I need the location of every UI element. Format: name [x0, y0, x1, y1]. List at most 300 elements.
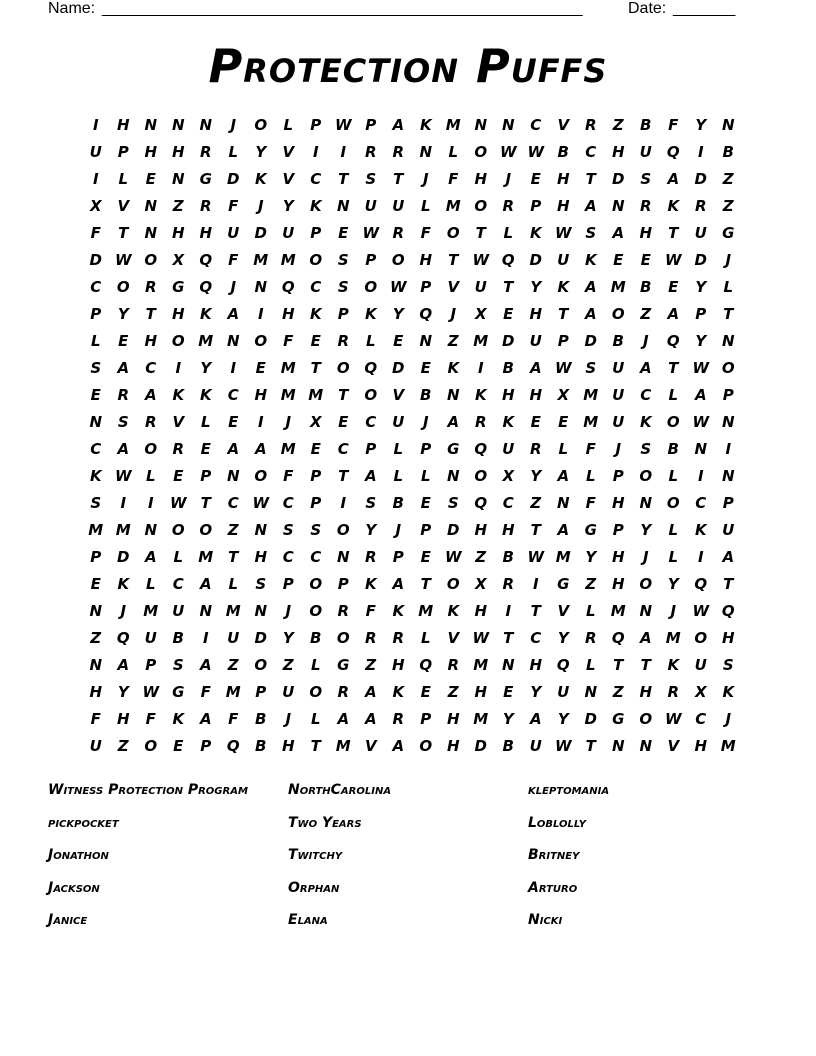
grid-letter: W	[169, 494, 187, 512]
grid-letter: Y	[282, 629, 294, 647]
grid-letter: J	[422, 413, 429, 431]
grid-letter: J	[422, 170, 429, 188]
grid-letter: Z	[530, 494, 542, 512]
grid-letter: I	[175, 359, 182, 377]
grid-letter: N	[89, 602, 103, 620]
grid-letter: S	[310, 521, 322, 539]
grid-letter: E	[640, 251, 651, 269]
grid-letter: R	[337, 602, 350, 620]
grid-letter: T	[310, 359, 321, 377]
grid-letter: X	[557, 386, 570, 404]
grid-letter: C	[310, 278, 322, 296]
grid-letter: P	[420, 710, 432, 728]
grid-letter: K	[474, 386, 487, 404]
grid-letter: K	[364, 305, 377, 323]
grid-letter: A	[392, 737, 405, 755]
grid-letter: A	[639, 629, 652, 647]
grid-letter: A	[612, 224, 625, 242]
grid-letter: E	[200, 440, 211, 458]
grid-letter: T	[668, 224, 679, 242]
grid-letter: H	[721, 629, 735, 647]
grid-letter: O	[144, 251, 158, 269]
grid-letter: T	[118, 224, 129, 242]
grid-letter: M	[143, 602, 159, 620]
grid-letter: C	[585, 143, 597, 161]
grid-letter: H	[89, 683, 103, 701]
grid-letter: Y	[530, 278, 542, 296]
word-bank-item: Janice	[48, 912, 88, 928]
grid-letter: A	[199, 575, 212, 593]
grid-letter: A	[364, 710, 377, 728]
grid-letter: F	[420, 224, 431, 242]
grid-letter: J	[230, 116, 237, 134]
grid-letter: O	[419, 737, 433, 755]
grid-letter: M	[555, 548, 571, 566]
grid-letter: S	[337, 278, 349, 296]
grid-letter: B	[502, 548, 514, 566]
grid-letter: N	[254, 602, 268, 620]
grid-letter: I	[230, 359, 237, 377]
grid-letter: R	[474, 413, 487, 431]
grid-letter: A	[557, 521, 570, 539]
grid-letter: M	[583, 413, 599, 431]
grid-letter: L	[585, 602, 596, 620]
grid-letter: B	[502, 737, 514, 755]
grid-letter: Q	[474, 494, 488, 512]
grid-letter: C	[90, 278, 102, 296]
grid-letter: F	[365, 602, 376, 620]
grid-letter: I	[120, 494, 127, 512]
grid-letter: T	[668, 359, 679, 377]
grid-letter: K	[667, 197, 680, 215]
grid-letter: X	[694, 683, 707, 701]
grid-letter: U	[392, 197, 405, 215]
word-bank-item: Orphan	[288, 879, 340, 896]
grid-letter: Z	[612, 116, 624, 134]
grid-letter: N	[639, 494, 653, 512]
grid-letter: F	[145, 710, 156, 728]
grid-letter: H	[611, 575, 625, 593]
grid-letter: K	[529, 224, 542, 242]
grid-letter: Q	[199, 278, 213, 296]
grid-letter: N	[144, 224, 158, 242]
grid-letter: L	[283, 116, 294, 134]
grid-letter: T	[640, 656, 651, 674]
grid-letter: N	[419, 143, 433, 161]
grid-letter: R	[447, 656, 460, 674]
grid-letter: O	[336, 629, 350, 647]
grid-letter: Y	[530, 683, 542, 701]
grid-letter: R	[337, 683, 350, 701]
grid-letter: K	[392, 683, 405, 701]
grid-letter: T	[723, 575, 734, 593]
grid-letter: Z	[172, 197, 184, 215]
grid-letter: N	[501, 116, 515, 134]
grid-row	[82, 571, 742, 598]
grid-letter: I	[202, 629, 209, 647]
grid-letter: A	[117, 440, 130, 458]
grid-letter: M	[253, 251, 269, 269]
grid-letter: A	[199, 656, 212, 674]
grid-letter: N	[584, 683, 598, 701]
grid-letter: O	[474, 197, 488, 215]
grid-letter: L	[90, 332, 101, 350]
grid-letter: Q	[199, 251, 213, 269]
grid-row	[82, 328, 742, 355]
grid-letter: Q	[474, 440, 488, 458]
grid-letter: E	[310, 440, 321, 458]
grid-letter: O	[639, 710, 653, 728]
grid-letter: N	[226, 467, 240, 485]
grid-letter: J	[395, 521, 402, 539]
grid-letter: O	[364, 278, 378, 296]
grid-letter: H	[556, 197, 570, 215]
grid-letter: E	[173, 737, 184, 755]
grid-letter: T	[145, 305, 156, 323]
grid-letter: W	[334, 116, 352, 134]
grid-letter: X	[474, 575, 487, 593]
grid-letter: W	[554, 224, 572, 242]
grid-letter: F	[200, 683, 211, 701]
grid-letter: Y	[117, 305, 129, 323]
grid-letter: S	[585, 224, 597, 242]
grid-letter: P	[420, 440, 432, 458]
grid-letter: A	[227, 305, 240, 323]
grid-letter: A	[694, 386, 707, 404]
grid-letter: Q	[721, 602, 735, 620]
grid-letter: L	[503, 224, 514, 242]
grid-letter: J	[120, 602, 127, 620]
grid-letter: R	[364, 548, 377, 566]
grid-letter: N	[144, 116, 158, 134]
grid-letter: E	[420, 359, 431, 377]
grid-letter: P	[310, 494, 322, 512]
grid-letter: K	[172, 710, 185, 728]
grid-letter: A	[117, 656, 130, 674]
grid-letter: D	[117, 548, 130, 566]
grid-row	[82, 706, 742, 733]
grid-row	[82, 382, 742, 409]
grid-letter: O	[254, 116, 268, 134]
grid-letter: Y	[557, 629, 569, 647]
grid-letter: T	[475, 224, 486, 242]
grid-letter: Q	[694, 575, 708, 593]
grid-letter: U	[722, 521, 735, 539]
grid-letter: R	[392, 629, 405, 647]
grid-row	[82, 463, 742, 490]
grid-letter: M	[280, 386, 296, 404]
word-bank-item: Nicki	[528, 912, 563, 928]
grid-letter: H	[171, 143, 185, 161]
grid-letter: R	[199, 197, 212, 215]
grid-letter: V	[117, 197, 130, 215]
grid-letter: P	[337, 305, 349, 323]
grid-row	[82, 166, 742, 193]
grid-letter: N	[694, 440, 708, 458]
grid-letter: Y	[667, 575, 679, 593]
grid-letter: K	[447, 359, 460, 377]
grid-letter: G	[172, 278, 185, 296]
grid-letter: O	[666, 494, 680, 512]
grid-letter: N	[721, 332, 735, 350]
grid-letter: E	[558, 413, 569, 431]
grid-letter: O	[254, 656, 268, 674]
grid-letter: Q	[419, 656, 433, 674]
grid-letter: K	[172, 386, 185, 404]
grid-letter: N	[226, 332, 240, 350]
grid-letter: L	[668, 521, 679, 539]
grid-letter: W	[472, 629, 490, 647]
grid-letter: W	[664, 710, 682, 728]
grid-letter: Z	[722, 197, 734, 215]
grid-letter: N	[556, 494, 570, 512]
word-bank-item: Jackson	[48, 879, 100, 896]
grid-letter: B	[420, 386, 432, 404]
grid-letter: P	[145, 656, 157, 674]
grid-letter: H	[694, 737, 708, 755]
grid-letter: M	[225, 683, 241, 701]
grid-letter: O	[391, 251, 405, 269]
grid-letter: F	[90, 710, 101, 728]
grid-letter: L	[393, 467, 404, 485]
grid-letter: H	[474, 170, 488, 188]
grid-letter: N	[254, 521, 268, 539]
grid-letter: Q	[666, 332, 680, 350]
grid-letter: I	[697, 143, 704, 161]
grid-letter: E	[420, 683, 431, 701]
grid-letter: H	[446, 737, 460, 755]
grid-letter: V	[447, 278, 460, 296]
grid-letter: V	[557, 602, 570, 620]
grid-letter: D	[447, 521, 460, 539]
grid-letter: U	[89, 737, 102, 755]
grid-letter: Z	[90, 629, 102, 647]
grid-letter: C	[90, 440, 102, 458]
grid-letter: R	[392, 143, 405, 161]
grid-letter: Y	[200, 359, 212, 377]
grid-letter: S	[447, 494, 459, 512]
grid-letter: W	[692, 602, 710, 620]
grid-letter: H	[391, 656, 405, 674]
grid-letter: O	[171, 521, 185, 539]
grid-letter: O	[254, 332, 268, 350]
grid-letter: C	[365, 413, 377, 431]
grid-letter: W	[472, 251, 490, 269]
grid-row	[82, 247, 742, 274]
grid-letter: Q	[226, 737, 240, 755]
grid-letter: N	[336, 197, 350, 215]
grid-letter: K	[309, 197, 322, 215]
grid-letter: C	[695, 710, 707, 728]
grid-letter: O	[694, 629, 708, 647]
grid-letter: U	[612, 413, 625, 431]
grid-letter: P	[337, 575, 349, 593]
grid-letter: M	[610, 602, 626, 620]
grid-letter: R	[392, 224, 405, 242]
grid-letter: M	[198, 548, 214, 566]
grid-letter: O	[254, 467, 268, 485]
grid-letter: L	[118, 170, 129, 188]
grid-letter: C	[530, 629, 542, 647]
grid-letter: V	[172, 413, 185, 431]
grid-letter: D	[694, 251, 707, 269]
grid-letter: A	[199, 710, 212, 728]
grid-letter: A	[447, 413, 460, 431]
grid-letter: Y	[695, 116, 707, 134]
grid-letter: Y	[695, 278, 707, 296]
grid-letter: J	[257, 197, 264, 215]
grid-letter: H	[501, 386, 515, 404]
grid-letter: P	[695, 305, 707, 323]
grid-letter: R	[172, 440, 185, 458]
grid-letter: H	[144, 143, 158, 161]
grid-letter: E	[503, 683, 514, 701]
grid-letter: O	[171, 332, 185, 350]
grid-letter: N	[611, 197, 625, 215]
grid-letter: E	[255, 359, 266, 377]
grid-letter: P	[722, 494, 734, 512]
grid-letter: P	[90, 548, 102, 566]
word-bank-item: NorthCarolina	[288, 782, 392, 798]
grid-letter: H	[639, 683, 653, 701]
grid-letter: R	[392, 710, 405, 728]
grid-letter: J	[642, 332, 649, 350]
grid-letter: R	[144, 278, 157, 296]
grid-letter: H	[529, 386, 543, 404]
grid-letter: A	[667, 170, 680, 188]
grid-letter: K	[557, 278, 570, 296]
grid-letter: T	[338, 386, 349, 404]
grid-letter: N	[144, 521, 158, 539]
grid-letter: K	[117, 575, 130, 593]
grid-letter: H	[556, 170, 570, 188]
grid-letter: T	[310, 737, 321, 755]
grid-letter: E	[90, 386, 101, 404]
grid-letter: B	[255, 710, 267, 728]
grid-letter: U	[557, 251, 570, 269]
grid-letter: H	[144, 332, 158, 350]
word-bank-item: Jonathon	[48, 847, 109, 863]
grid-letter: W	[527, 143, 545, 161]
grid-letter: K	[667, 656, 680, 674]
grid-letter: G	[722, 224, 735, 242]
grid-letter: R	[584, 116, 597, 134]
grid-letter: L	[668, 386, 679, 404]
grid-letter: C	[145, 359, 157, 377]
grid-letter: L	[173, 548, 184, 566]
grid-letter: E	[613, 251, 624, 269]
grid-letter: O	[639, 467, 653, 485]
grid-letter: I	[725, 440, 732, 458]
grid-letter: R	[502, 197, 515, 215]
grid-letter: P	[200, 467, 212, 485]
grid-row	[82, 139, 742, 166]
grid-letter: H	[611, 143, 625, 161]
grid-letter: M	[335, 737, 351, 755]
grid-letter: R	[117, 386, 130, 404]
grid-letter: A	[117, 359, 130, 377]
grid-row	[82, 544, 742, 571]
grid-letter: K	[364, 575, 377, 593]
grid-letter: A	[722, 548, 735, 566]
grid-letter: J	[285, 710, 292, 728]
grid-letter: U	[172, 602, 185, 620]
grid-letter: L	[448, 143, 459, 161]
grid-letter: T	[200, 494, 211, 512]
grid-letter: N	[89, 413, 103, 431]
grid-letter: K	[309, 305, 322, 323]
grid-letter: H	[116, 710, 130, 728]
grid-letter: D	[227, 170, 240, 188]
grid-letter: E	[310, 332, 321, 350]
grid-letter: J	[725, 710, 732, 728]
grid-letter: J	[725, 251, 732, 269]
grid-letter: W	[692, 413, 710, 431]
grid-letter: R	[502, 575, 515, 593]
grid-letter: N	[639, 602, 653, 620]
grid-letter: U	[612, 386, 625, 404]
grid-letter: A	[254, 440, 267, 458]
grid-letter: U	[529, 737, 542, 755]
grid-letter: D	[529, 251, 542, 269]
word-bank-item: Witness Protection Program	[48, 782, 248, 798]
grid-letter: T	[448, 251, 459, 269]
grid-letter: A	[667, 305, 680, 323]
grid-letter: A	[584, 305, 597, 323]
grid-letter: K	[254, 170, 267, 188]
grid-letter: Q	[419, 305, 433, 323]
grid-letter: C	[695, 494, 707, 512]
grid-letter: O	[364, 386, 378, 404]
grid-row	[82, 193, 742, 220]
grid-letter: N	[171, 170, 185, 188]
grid-letter: G	[447, 440, 460, 458]
grid-letter: P	[530, 197, 542, 215]
grid-letter: P	[365, 251, 377, 269]
grid-row	[82, 355, 742, 382]
grid-letter: P	[420, 278, 432, 296]
grid-letter: Z	[227, 521, 239, 539]
grid-letter: K	[392, 602, 405, 620]
grid-letter: L	[420, 629, 431, 647]
grid-letter: A	[392, 116, 405, 134]
grid-letter: P	[365, 116, 377, 134]
date-blank-line: _______	[673, 0, 736, 17]
grid-letter: C	[282, 548, 294, 566]
grid-letter: W	[664, 251, 682, 269]
grid-letter: Z	[447, 332, 459, 350]
grid-letter: C	[502, 494, 514, 512]
grid-letter: Y	[392, 305, 404, 323]
grid-letter: L	[585, 656, 596, 674]
grid-letter: Y	[640, 521, 652, 539]
grid-letter: T	[393, 170, 404, 188]
grid-letter: X	[309, 413, 322, 431]
grid-letter: Z	[227, 656, 239, 674]
grid-row	[82, 733, 742, 760]
grid-letter: A	[557, 467, 570, 485]
grid-letter: O	[336, 521, 350, 539]
grid-row	[82, 625, 742, 652]
grid-letter: O	[666, 413, 680, 431]
grid-letter: N	[639, 737, 653, 755]
grid-letter: O	[144, 737, 158, 755]
grid-letter: H	[474, 521, 488, 539]
grid-letter: D	[584, 332, 597, 350]
grid-letter: L	[145, 575, 156, 593]
grid-letter: B	[640, 278, 652, 296]
grid-letter: U	[694, 224, 707, 242]
